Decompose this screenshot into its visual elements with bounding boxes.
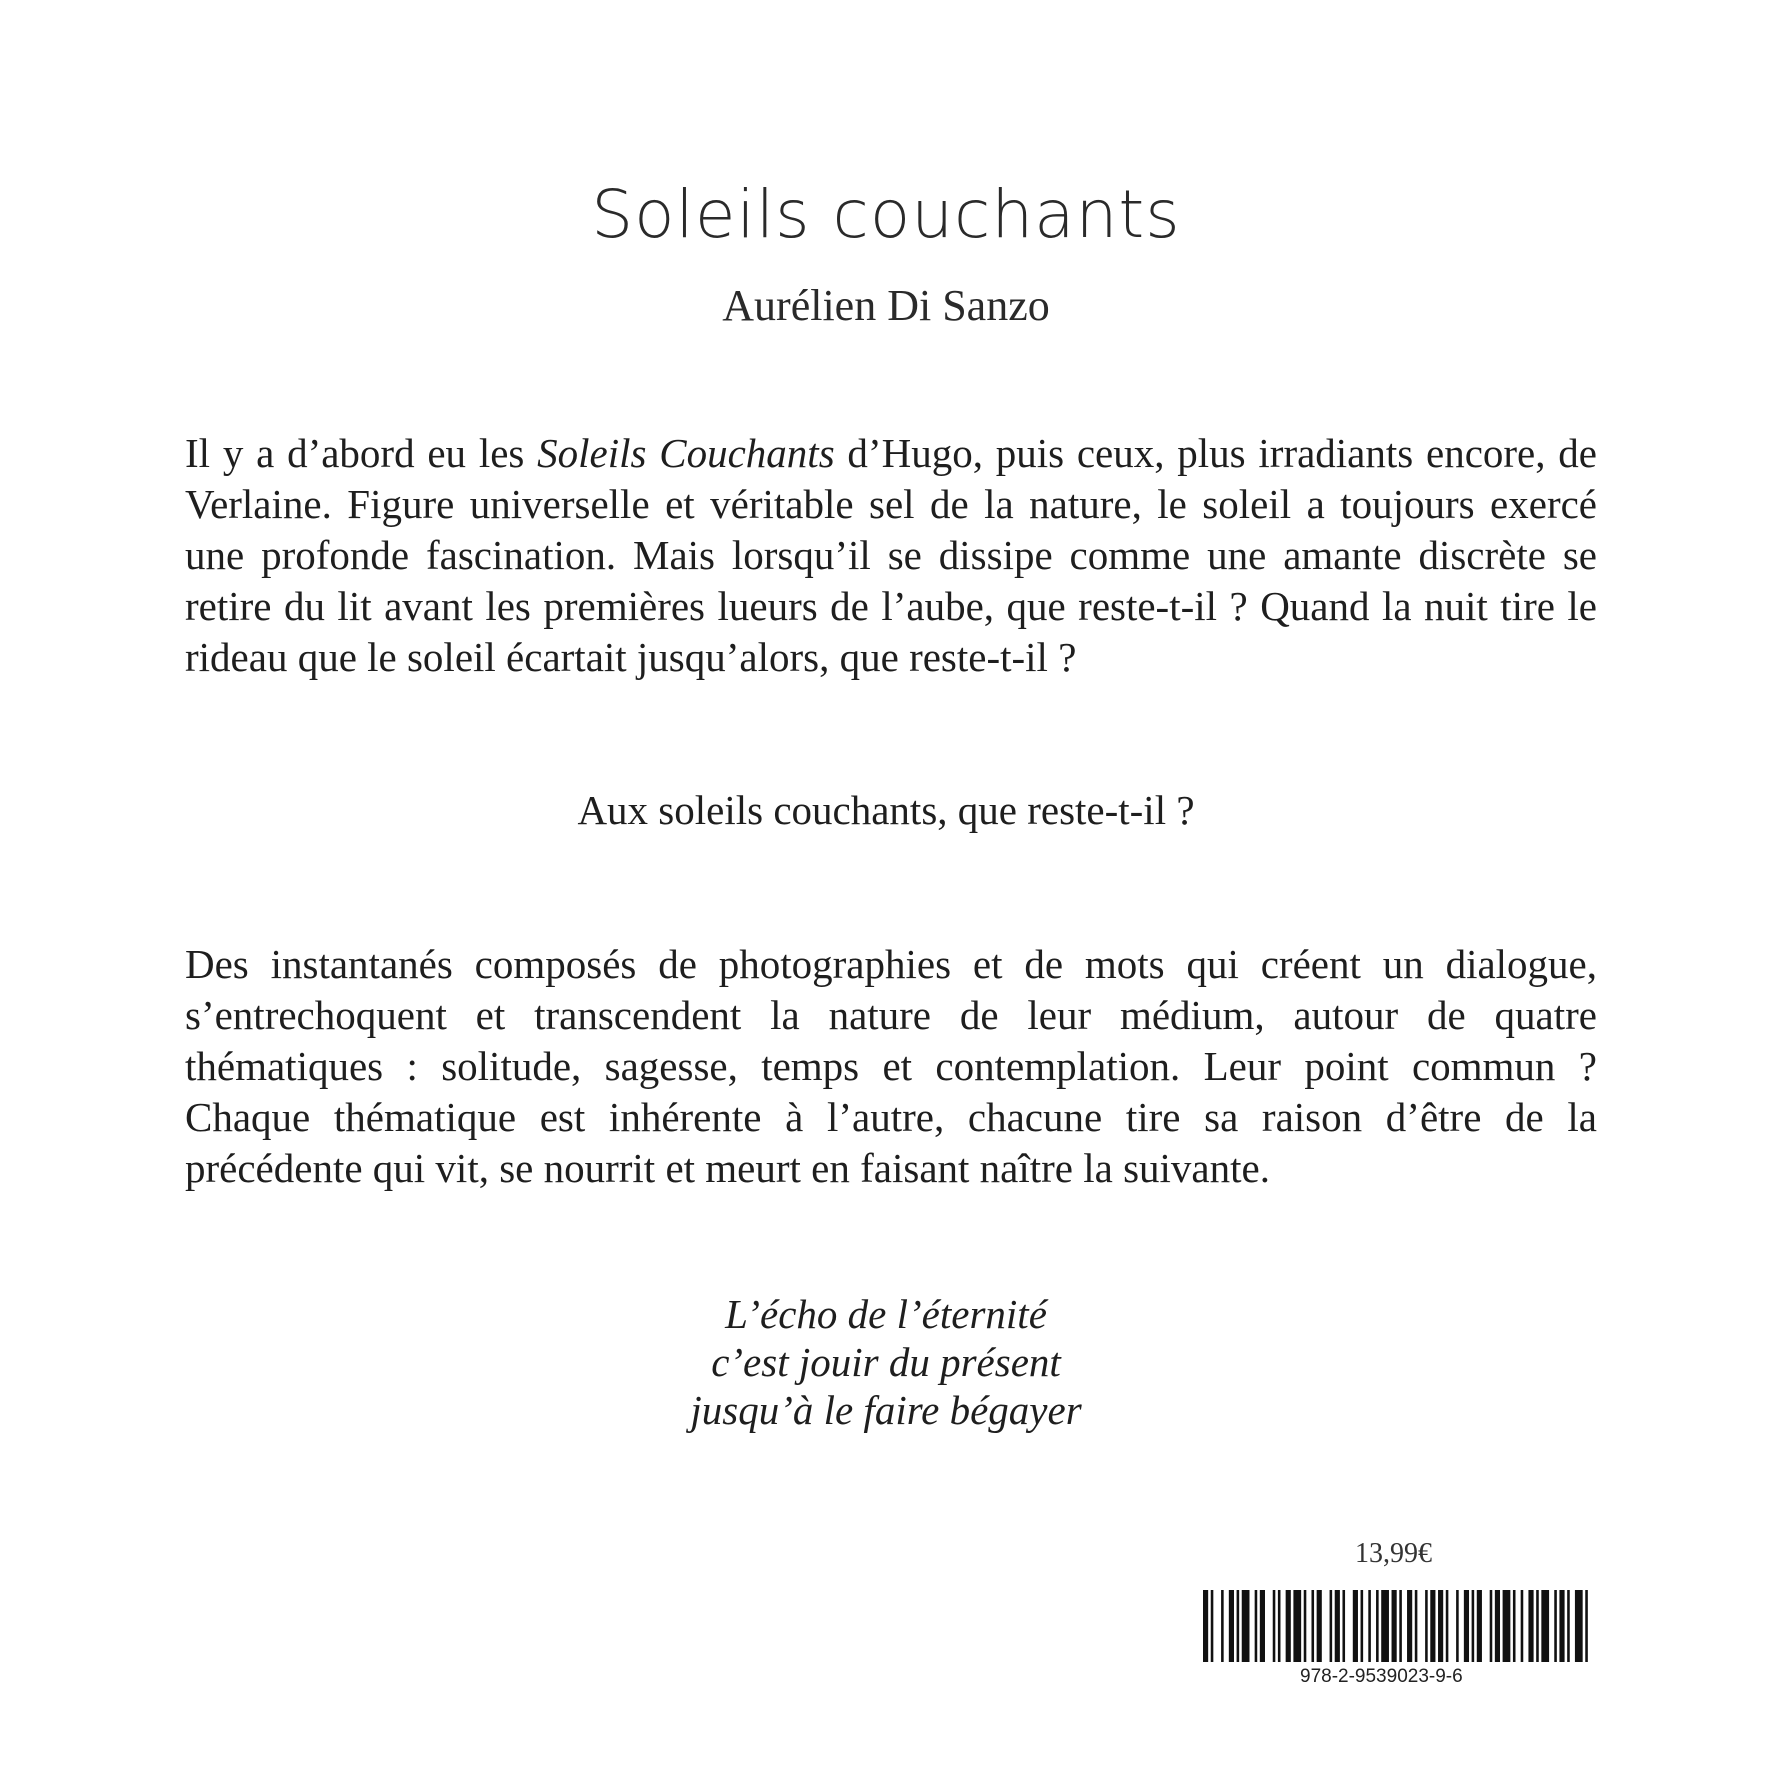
- barcode-bar: [1376, 1590, 1379, 1662]
- book-title: Soleils couchants: [591, 176, 1181, 253]
- barcode-bar: [1513, 1590, 1516, 1662]
- barcode-bar: [1490, 1590, 1493, 1662]
- barcode-bar: [1335, 1590, 1340, 1662]
- barcode-bar: [1260, 1590, 1265, 1662]
- barcode-bar: [1392, 1590, 1397, 1662]
- barcode-bar: [1554, 1590, 1557, 1662]
- blurb-paragraph-2: Des instantanés composés de photographies et de mots qui créent un dialogue, s’entrechoquent et transcendent la nature de leur médium, autour de quatre thématiques : solitude, sagesse, temps et contemplation. Leur point commun ? Chaque thématique est inhérente à l’autre, chacune tire sa raison d’être de la précédente qui vit, se nourrit et meurt en faisant naître la suivante.: [185, 941, 1597, 1191]
- barcode-bar: [1317, 1590, 1322, 1662]
- barcode-bar: [1541, 1590, 1549, 1662]
- barcode-bar: [1407, 1590, 1412, 1662]
- barcode-bar: [1521, 1590, 1524, 1662]
- barcode-bar: [1472, 1590, 1475, 1662]
- barcode-bar: [1311, 1590, 1314, 1662]
- blurb-text: Il y a d’abord eu les: [185, 430, 538, 476]
- barcode-bar: [1368, 1590, 1371, 1662]
- barcode-bar: [1399, 1590, 1402, 1662]
- author-name: Aurélien Di Sanzo: [722, 281, 1050, 330]
- barcode-bar: [1211, 1590, 1214, 1662]
- barcode-bar: [1430, 1590, 1435, 1662]
- barcode-bar: [1242, 1590, 1250, 1662]
- barcode-bar: [1255, 1590, 1258, 1662]
- barcode-bar: [1425, 1590, 1428, 1662]
- barcode-bar: [1237, 1590, 1240, 1662]
- barcode-bar: [1273, 1590, 1276, 1662]
- barcode-bar: [1278, 1590, 1281, 1662]
- barcode: [1203, 1590, 1593, 1672]
- barcode-bar: [1353, 1590, 1358, 1662]
- barcode-bar: [1342, 1590, 1345, 1662]
- isbn-number: 978-2-9539023-9-6: [1300, 1666, 1463, 1687]
- poem-excerpt: [0, 1290, 1772, 1434]
- barcode-bar: [1536, 1590, 1539, 1662]
- barcode-bar: [1477, 1590, 1482, 1662]
- poem-line: jusqu’à le faire bégayer: [690, 1387, 1082, 1433]
- poem-line: c’est jouir du présent: [711, 1339, 1061, 1385]
- barcode-bar: [1221, 1590, 1224, 1662]
- barcode-bar: [1585, 1590, 1588, 1662]
- barcode-bar: [1361, 1590, 1364, 1662]
- barcode-bar: [1438, 1590, 1443, 1662]
- blurb-paragraph-1: [185, 428, 1597, 683]
- barcode-bar: [1567, 1590, 1570, 1662]
- barcode-bar: [1503, 1590, 1511, 1662]
- barcode-bar: [1293, 1590, 1301, 1662]
- barcode-bar: [1446, 1590, 1449, 1662]
- barcode-bar: [1464, 1590, 1469, 1662]
- poem-line: L’écho de l’éternité: [725, 1291, 1047, 1337]
- barcode-bar: [1575, 1590, 1583, 1662]
- central-question: Aux soleils couchants, que reste-t-il ?: [577, 787, 1195, 833]
- barcode-bar: [1528, 1590, 1533, 1662]
- blurb-text: d’Hugo, puis ceux, plus irradiants encore, de Verlaine. Figure universelle et véritable sel de la nature, le soleil a toujours exercé une profonde fascination. Mais lorsqu’il se dissipe comme une amante discrète se retire du lit avant les premières lueurs de l’aube, que reste-t-il ? Quand la nuit tire le rideau que le soleil écartait jusqu’alors, que reste-t-il ?: [185, 430, 1597, 680]
- barcode-bar: [1286, 1590, 1291, 1662]
- barcode-bar: [1415, 1590, 1418, 1662]
- barcode-bar: [1330, 1590, 1333, 1662]
- barcode-bar: [1381, 1590, 1389, 1662]
- work-title-italic: Soleils Couchants: [537, 430, 835, 476]
- barcode-bar: [1495, 1590, 1500, 1662]
- barcode-bar: [1304, 1590, 1307, 1662]
- barcode-bar: [1559, 1590, 1564, 1662]
- barcode-bar: [1203, 1590, 1208, 1662]
- barcode-bar: [1456, 1590, 1459, 1662]
- price-label: 13,99€: [1355, 1538, 1432, 1569]
- barcode-bar: [1229, 1590, 1234, 1662]
